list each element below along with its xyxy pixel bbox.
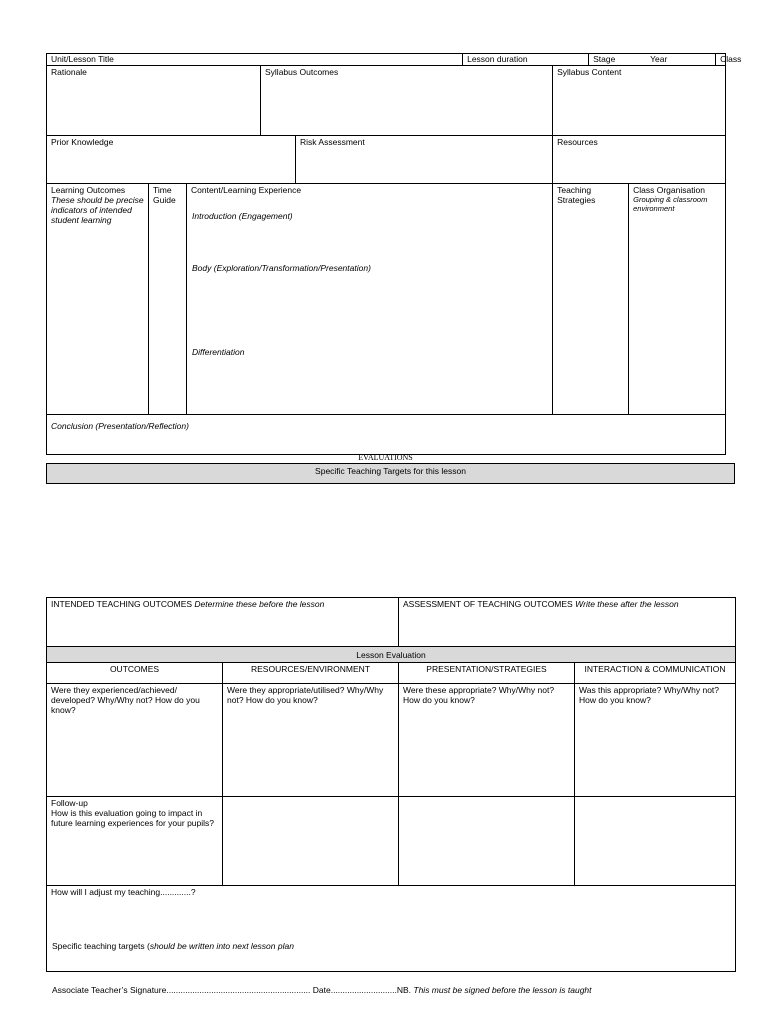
syllabus-outcomes-label: Syllabus Outcomes (265, 67, 339, 77)
class-organisation-label: Class Organisation (633, 185, 705, 195)
class-organisation-note: Grouping & classroom environment (633, 195, 708, 213)
presentation-question-cell (399, 684, 575, 797)
unit-title-label: Unit/Lesson Title (51, 54, 114, 64)
syllabus-outcomes-cell (261, 66, 553, 136)
assessment-outcomes-cell (399, 598, 736, 647)
year-label: Year (650, 54, 668, 64)
outcomes-question-cell (47, 684, 223, 797)
class-label: Class (715, 54, 741, 66)
content-experience-cell (187, 184, 553, 415)
evaluation-table (46, 597, 736, 972)
column-header-presentation (399, 663, 575, 684)
signature-label: Associate Teacher’s Signature............................................................. Date............................NB. (52, 985, 412, 995)
signature-note: This must be signed before the lesson is taught (413, 985, 592, 995)
resources-cell (553, 136, 726, 184)
column-header-presentation-label: PRESENTATION/STRATEGIES (426, 664, 547, 674)
lesson-evaluation-label: Lesson Evaluation (356, 650, 426, 660)
prior-knowledge-label: Prior Knowledge (51, 137, 114, 147)
content-experience-label: Content/Learning Experience (191, 185, 302, 195)
column-header-interaction (575, 663, 736, 684)
learning-outcomes-label: Learning Outcomes (51, 185, 126, 195)
time-guide-label: Time Guide (153, 185, 176, 205)
interaction-question: Was this appropriate? Why/Why not? How do you know? (579, 685, 720, 705)
follow-up-resources-cell (223, 797, 399, 886)
follow-up-question: How is this evaluation going to impact in future learning experiences for your pupils? (51, 808, 215, 828)
targets-bar-label: Specific Teaching Targets for this lesson (315, 466, 466, 476)
syllabus-content-cell (553, 66, 726, 136)
resources-label: Resources (557, 137, 598, 147)
column-header-outcomes-label: OUTCOMES (109, 664, 160, 674)
evaluations-heading: EVALUATIONS (358, 453, 413, 462)
lesson-duration-cell (463, 54, 589, 66)
lesson-evaluation-bar (47, 647, 736, 663)
intended-outcomes-cell (47, 598, 399, 647)
rationale-label: Rationale (51, 67, 87, 77)
interaction-question-cell (575, 684, 736, 797)
column-header-resources (223, 663, 399, 684)
differentiation-label: Differentiation (192, 347, 245, 357)
resources-question: Were they appropriate/utilised? Why/Why not? How do you know? (227, 685, 384, 705)
introduction-label: Introduction (Engagement) (192, 211, 293, 221)
follow-up-cell (47, 797, 223, 886)
follow-up-interaction-cell (575, 797, 736, 886)
presentation-question: Were these appropriate? Why/Why not? How do you know? (403, 685, 555, 705)
syllabus-content-label: Syllabus Content (557, 67, 622, 77)
conclusion-label: Conclusion (Presentation/Reflection) (51, 421, 189, 431)
outcomes-question: Were they experienced/achieved/ developed? Why/Why not? How do you know? (51, 685, 200, 715)
unit-title-cell (47, 54, 463, 66)
resources-question-cell (223, 684, 399, 797)
specific-targets-line (52, 941, 294, 951)
prior-knowledge-cell (47, 136, 296, 184)
lesson-plan-table (46, 53, 742, 455)
column-header-resources-label: RESOURCES/ENVIRONMENT (251, 664, 371, 674)
risk-assessment-label: Risk Assessment (300, 137, 365, 147)
class-organisation-cell (629, 184, 726, 415)
targets-bar-cell (47, 464, 735, 484)
risk-assessment-cell (296, 136, 553, 184)
column-header-outcomes (47, 663, 223, 684)
adjust-teaching-cell (47, 886, 736, 972)
teaching-strategies-label: Teaching Strategies (557, 185, 596, 205)
time-guide-cell (149, 184, 187, 415)
specific-targets-note: should be written into next lesson plan (149, 941, 294, 951)
signature-line (52, 985, 592, 995)
rationale-cell (47, 66, 261, 136)
conclusion-cell (47, 415, 726, 455)
specific-targets-label: Specific teaching targets ( (52, 941, 150, 951)
column-header-interaction-label: INTERACTION & COMMUNICATION (584, 664, 726, 674)
stage-year-class-cell (589, 54, 742, 66)
intended-outcomes-heading: INTENDED TEACHING OUTCOMES (51, 599, 193, 609)
intended-outcomes-note: Determine these before the lesson (194, 599, 325, 609)
teaching-strategies-cell (553, 184, 629, 415)
learning-outcomes-note: These should be precise indicators of intended student learning (51, 195, 144, 225)
assessment-outcomes-heading: ASSESSMENT OF TEACHING OUTCOMES (403, 599, 573, 609)
learning-outcomes-cell (47, 184, 149, 415)
follow-up-label: Follow-up (51, 798, 88, 808)
targets-bar (46, 463, 735, 484)
lesson-duration-label: Lesson duration (467, 54, 528, 64)
stage-label: Stage (593, 54, 616, 64)
adjust-teaching-label: How will I adjust my teaching.............? (51, 887, 196, 897)
follow-up-presentation-cell (399, 797, 575, 886)
body-label: Body (Exploration/Transformation/Presentation) (192, 263, 371, 273)
assessment-outcomes-note: Write these after the lesson (575, 599, 679, 609)
